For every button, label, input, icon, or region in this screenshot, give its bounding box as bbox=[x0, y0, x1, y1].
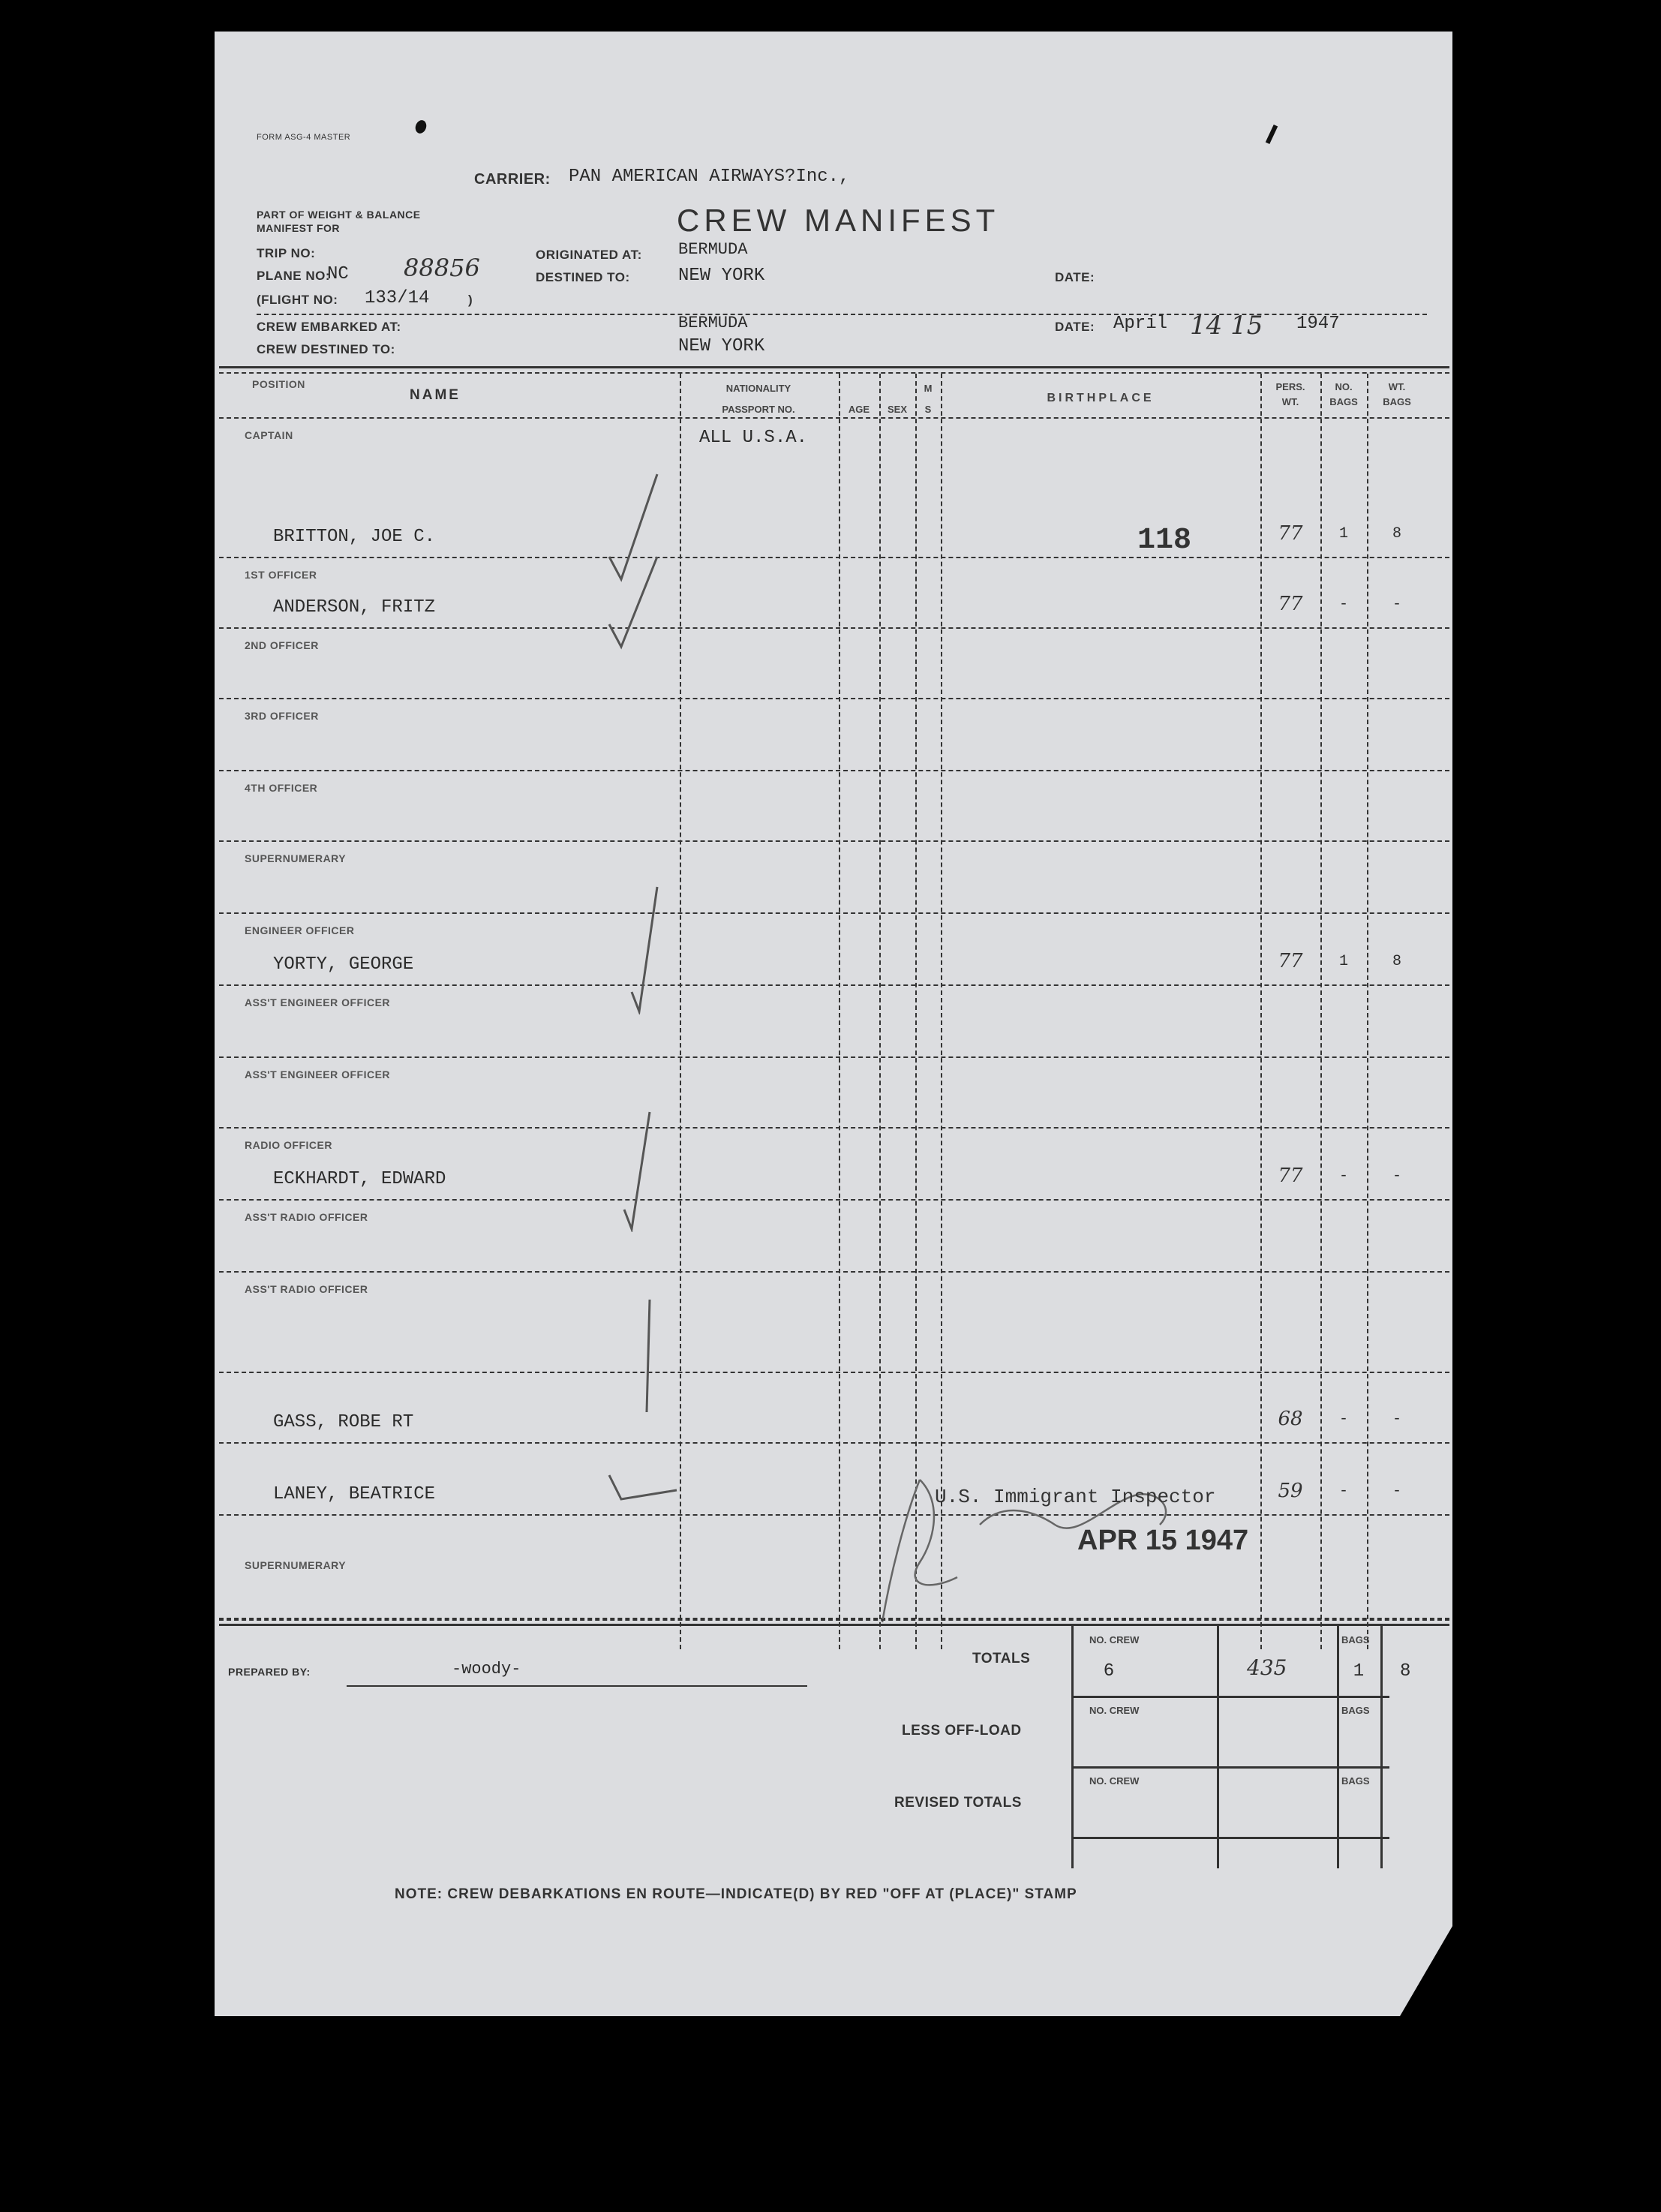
row-name: ANDERSON, FRITZ bbox=[273, 597, 436, 618]
bags-label: BAGS bbox=[1341, 1634, 1370, 1645]
checkmark-icon bbox=[624, 1292, 669, 1427]
checkmark-icon bbox=[627, 879, 672, 1014]
row-position: 1ST OFFICER bbox=[245, 569, 317, 581]
row-wt-bags: - bbox=[1392, 596, 1401, 613]
row-no-bags: - bbox=[1338, 1168, 1348, 1185]
totals-bags: 1 bbox=[1353, 1661, 1365, 1682]
part-of-line1: PART OF WEIGHT & BALANCE bbox=[257, 209, 421, 221]
row-wt-bags: 8 bbox=[1392, 953, 1401, 970]
stamp-date: APR 15 1947 bbox=[1077, 1525, 1249, 1556]
row-pers-wt: 77 bbox=[1278, 593, 1303, 615]
row-position: RADIO OFFICER bbox=[245, 1139, 332, 1151]
row-position: ASS'T ENGINEER OFFICER bbox=[245, 1068, 391, 1080]
no-crew-label-2: NO. CREW bbox=[1089, 1705, 1140, 1716]
checkmark-icon bbox=[620, 1104, 665, 1232]
date-month: April bbox=[1113, 314, 1168, 334]
vline-age bbox=[839, 374, 840, 1649]
crew-destined-label: CREW DESTINED TO: bbox=[257, 342, 395, 356]
col-nationality-1: NATIONALITY bbox=[725, 383, 791, 394]
prepared-by-label: PREPARED BY: bbox=[228, 1666, 311, 1678]
carrier-label: CARRIER: bbox=[474, 171, 551, 188]
table-top-border2 bbox=[219, 372, 1449, 374]
row-wt-bags: 8 bbox=[1392, 525, 1401, 542]
row-divider bbox=[219, 627, 1449, 629]
flight-no-value: 133/14 bbox=[365, 288, 430, 308]
prepared-by-line bbox=[347, 1685, 807, 1687]
form-number: FORM ASG-4 MASTER bbox=[257, 133, 351, 142]
row-divider bbox=[219, 1271, 1449, 1273]
col-m: M bbox=[924, 383, 933, 394]
crew-destined-value: NEW YORK bbox=[678, 336, 765, 356]
row-wt-bags: - bbox=[1392, 1168, 1401, 1185]
row-divider bbox=[219, 984, 1449, 986]
col-birthplace: BIRTHPLACE bbox=[1047, 392, 1155, 404]
row-no-bags: 1 bbox=[1338, 525, 1348, 542]
col-no-bags-1: NO. bbox=[1335, 381, 1353, 392]
destined-value: NEW YORK bbox=[678, 266, 765, 286]
row-pers-wt: 77 bbox=[1278, 1165, 1303, 1187]
nationality-all: ALL U.S.A. bbox=[699, 428, 808, 448]
vline-nat bbox=[680, 374, 681, 1649]
table-bottom-line bbox=[219, 1619, 1449, 1621]
bags-label-2: BAGS bbox=[1341, 1705, 1370, 1716]
row-position: 3RD OFFICER bbox=[245, 710, 319, 722]
row-pers-wt: 77 bbox=[1278, 522, 1303, 545]
row-pers-wt: 59 bbox=[1278, 1480, 1303, 1502]
revised-totals-label: REVISED TOTALS bbox=[894, 1795, 1022, 1811]
row-name: GASS, ROBE RT bbox=[273, 1412, 414, 1432]
originated-label: ORIGINATED AT: bbox=[536, 248, 642, 262]
col-no-bags-2: BAGS bbox=[1329, 396, 1358, 407]
date-year: 1947 bbox=[1296, 314, 1340, 334]
row-no-bags: 1 bbox=[1338, 953, 1348, 970]
row-divider bbox=[219, 1127, 1449, 1129]
row-name: ECKHARDT, EDWARD bbox=[273, 1169, 446, 1189]
row-position: ASS'T RADIO OFFICER bbox=[245, 1283, 368, 1295]
totals-wt-bags: 8 bbox=[1400, 1661, 1411, 1682]
row-name: YORTY, GEORGE bbox=[273, 954, 414, 975]
totals-row-line1 bbox=[1071, 1696, 1389, 1698]
col-name: NAME bbox=[410, 387, 461, 403]
table-bottom-border bbox=[219, 1624, 1449, 1626]
carrier-value: PAN AMERICAN AIRWAYS?Inc., bbox=[569, 167, 850, 187]
row-wt-bags: - bbox=[1392, 1483, 1401, 1500]
totals-label: TOTALS bbox=[972, 1651, 1031, 1667]
date-day: 14 15 bbox=[1190, 311, 1263, 341]
checkmark-icon bbox=[605, 549, 665, 654]
row-position: ASS'T RADIO OFFICER bbox=[245, 1211, 368, 1223]
totals-row-line3 bbox=[1071, 1837, 1389, 1839]
row-divider bbox=[219, 1372, 1449, 1373]
row-no-bags: - bbox=[1338, 1483, 1348, 1500]
page-title: CREW MANIFEST bbox=[677, 203, 1000, 238]
checkmark-icon bbox=[605, 1442, 680, 1510]
totals-grid-mid bbox=[1217, 1625, 1219, 1868]
date-label-1: DATE: bbox=[1055, 270, 1095, 284]
totals-row-line2 bbox=[1071, 1766, 1389, 1769]
manifest-page bbox=[215, 32, 1452, 2016]
row-position: 2ND OFFICER bbox=[245, 639, 319, 651]
col-pers-wt-2: WT. bbox=[1281, 396, 1299, 407]
plane-no-prefix: NC bbox=[327, 264, 349, 284]
row-position: CAPTAIN bbox=[245, 429, 293, 441]
plane-no-label: PLANE NO: bbox=[257, 269, 330, 283]
row-position: ENGINEER OFFICER bbox=[245, 924, 355, 936]
no-crew-label: NO. CREW bbox=[1089, 1634, 1140, 1645]
row-divider bbox=[219, 840, 1449, 842]
col-wt-bags-1: WT. bbox=[1388, 381, 1406, 392]
less-offload-label: LESS OFF-LOAD bbox=[902, 1723, 1022, 1739]
row-divider bbox=[219, 770, 1449, 771]
destined-label: DESTINED TO: bbox=[536, 270, 630, 284]
row-divider bbox=[219, 1199, 1449, 1201]
col-pers-wt-1: PERS. bbox=[1275, 381, 1305, 392]
row-divider bbox=[219, 1514, 1449, 1516]
row-position: SUPERNUMERARY bbox=[245, 852, 347, 864]
row-position: ASS'T ENGINEER OFFICER bbox=[245, 996, 391, 1008]
footer-note: NOTE: CREW DEBARKATIONS EN ROUTE—INDICATE(D) BY RED "OFF AT (PLACE)" STAMP bbox=[395, 1886, 1077, 1902]
flight-no-label: (FLIGHT NO: bbox=[257, 293, 338, 307]
row-position: 4TH OFFICER bbox=[245, 782, 318, 794]
crew-embarked-value: BERMUDA bbox=[678, 314, 748, 332]
part-of-line2: MANIFEST FOR bbox=[257, 222, 340, 234]
table-top-border bbox=[219, 366, 1449, 368]
row-name: BRITTON, JOE C. bbox=[273, 527, 436, 547]
ink-blot bbox=[413, 119, 428, 135]
ink-mark bbox=[1266, 125, 1278, 144]
col-nationality-2: PASSPORT NO. bbox=[722, 404, 795, 415]
col-sex: SEX bbox=[887, 404, 907, 415]
totals-grid-right bbox=[1380, 1625, 1383, 1868]
row-divider bbox=[219, 1442, 1449, 1444]
row-divider bbox=[219, 698, 1449, 699]
row-no-bags: - bbox=[1338, 1411, 1348, 1428]
plane-no-value: 88856 bbox=[404, 254, 480, 282]
totals-weight: 435 bbox=[1247, 1655, 1287, 1680]
vline-pers-wt bbox=[1260, 374, 1262, 1649]
bags-label-3: BAGS bbox=[1341, 1775, 1370, 1787]
row-divider bbox=[219, 912, 1449, 914]
flight-no-close: ) bbox=[468, 293, 473, 307]
date-label-2: DATE: bbox=[1055, 320, 1095, 334]
row-name: LANEY, BEATRICE bbox=[273, 1484, 436, 1504]
col-s: S bbox=[924, 404, 932, 415]
prepared-by-value: -woody- bbox=[452, 1660, 521, 1679]
vline-no-bags bbox=[1320, 374, 1322, 1649]
row-divider bbox=[219, 557, 1449, 558]
row-wt-bags: - bbox=[1392, 1411, 1401, 1428]
vline-wt-bags bbox=[1367, 374, 1368, 1649]
page-fold bbox=[1400, 1926, 1452, 2016]
row-divider bbox=[219, 1056, 1449, 1058]
trip-no-label: TRIP NO: bbox=[257, 246, 316, 260]
originated-value: BERMUDA bbox=[678, 240, 748, 259]
header-bottom-line bbox=[219, 417, 1449, 419]
crew-embarked-label: CREW EMBARKED AT: bbox=[257, 320, 401, 334]
birthplace-note: 118 bbox=[1137, 524, 1192, 558]
col-age: AGE bbox=[848, 404, 870, 415]
row-pers-wt: 68 bbox=[1278, 1408, 1303, 1430]
col-wt-bags-2: BAGS bbox=[1383, 396, 1411, 407]
row-no-bags: - bbox=[1338, 596, 1348, 613]
row-position: SUPERNUMERARY bbox=[245, 1559, 347, 1571]
no-crew-label-3: NO. CREW bbox=[1089, 1775, 1140, 1787]
stamp-inspector: U.S. Immigrant Inspector bbox=[935, 1486, 1216, 1508]
totals-no-crew: 6 bbox=[1103, 1661, 1115, 1682]
col-position: POSITION bbox=[252, 378, 305, 390]
row-pers-wt: 77 bbox=[1278, 950, 1303, 972]
